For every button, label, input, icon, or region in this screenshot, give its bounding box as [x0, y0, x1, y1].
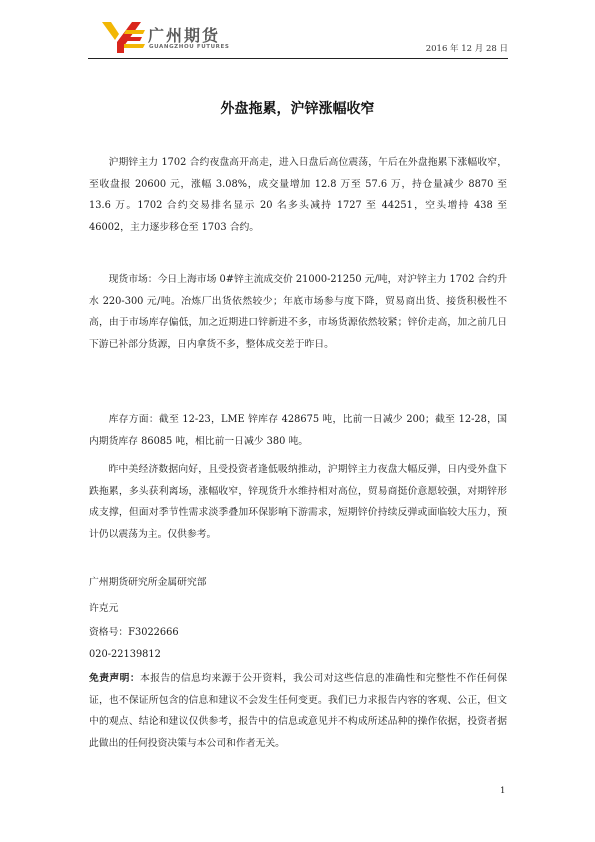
paragraph-inventory: 库存方面：截至 12-23，LME 锌库存 428675 吨，比前一日减少 200；截至 12-28，国内期货库存 86085 吨，相比前一日减少 380 吨。	[89, 414, 507, 447]
logo-mark-icon	[102, 20, 146, 54]
company-logo	[102, 20, 252, 56]
report-title: 外盘拖累，沪锌涨幅收窄	[220, 101, 375, 117]
disclaimer-label: 免责声明：	[89, 673, 141, 684]
paragraph-market-summary: 沪期锌主力 1702 合约夜盘高开高走，进入日盘后高位震荡，午后在外盘拖累下涨幅收窄，至收盘报 20600 元，涨幅 3.08%，成交量增加 12.8 万至 57.6 万，持仓量减少 8870 至 13.6 万。1702 合约交易排名显示 20 名多头减持 1727 至 44251，空头增持 438 至 46002，主力逐步移仓至 1703 合约。	[89, 157, 507, 233]
signature-phone: 020-22139812	[89, 649, 161, 660]
paragraph-outlook: 昨中美经济数据向好，且受投资者逢低吸纳推动，沪期锌主力夜盘大幅反弹，日内受外盘下跌拖累，多头获利离场，涨幅收窄，锌现货升水维持相对高位，贸易商挺价意愿较强，对期锌形成支撑，但面对季节性需求淡季叠加环保影响下游需求，短期锌价持续反弹或面临较大压力，预计仍以震荡为主。仅供参考。	[89, 464, 507, 540]
signature-department: 广州期货研究所金属研究部	[89, 577, 207, 588]
page-header	[88, 14, 508, 60]
logo-chinese-name: 广州期货	[148, 26, 221, 45]
signature-author: 许克元	[89, 603, 119, 614]
disclaimer	[89, 668, 507, 754]
header-divider	[88, 58, 508, 59]
page-number: 1	[500, 786, 506, 796]
paragraph-spot-market: 现货市场：今日上海市场 0#锌主流成交价 21000-21250 元/吨，对沪锌主力 1702 合约升水 220-300 元/吨。冶炼厂出货依然较少；年底市场参与度下降，贸易商出货、接货积极性不高，由于市场库存偏低，加之近期进口锌新进不多，市场货源依然较紧；锌价走高，加之前几日下游已补部分货源，日内拿货不多，整体成交差于昨日。	[89, 274, 507, 350]
logo-english-name: GUANGZHOU FUTURES	[149, 44, 230, 50]
signature-qualification: 资格号：F3022666	[89, 627, 179, 638]
report-date: 2016 年 12 月 28 日	[425, 44, 508, 54]
disclaimer-text: 本报告的信息均来源于公开资料，我公司对这些信息的准确性和完整性不作任何保证，也不保证所包含的信息和建议不会发生任何变更。我们已力求报告内容的客观、公正，但文中的观点、结论和建议仅供参考，报告中的信息或意见并不构成所述品种的操作依据，投资者据此做出的任何投资决策与本公司和作者无关。	[89, 673, 508, 749]
